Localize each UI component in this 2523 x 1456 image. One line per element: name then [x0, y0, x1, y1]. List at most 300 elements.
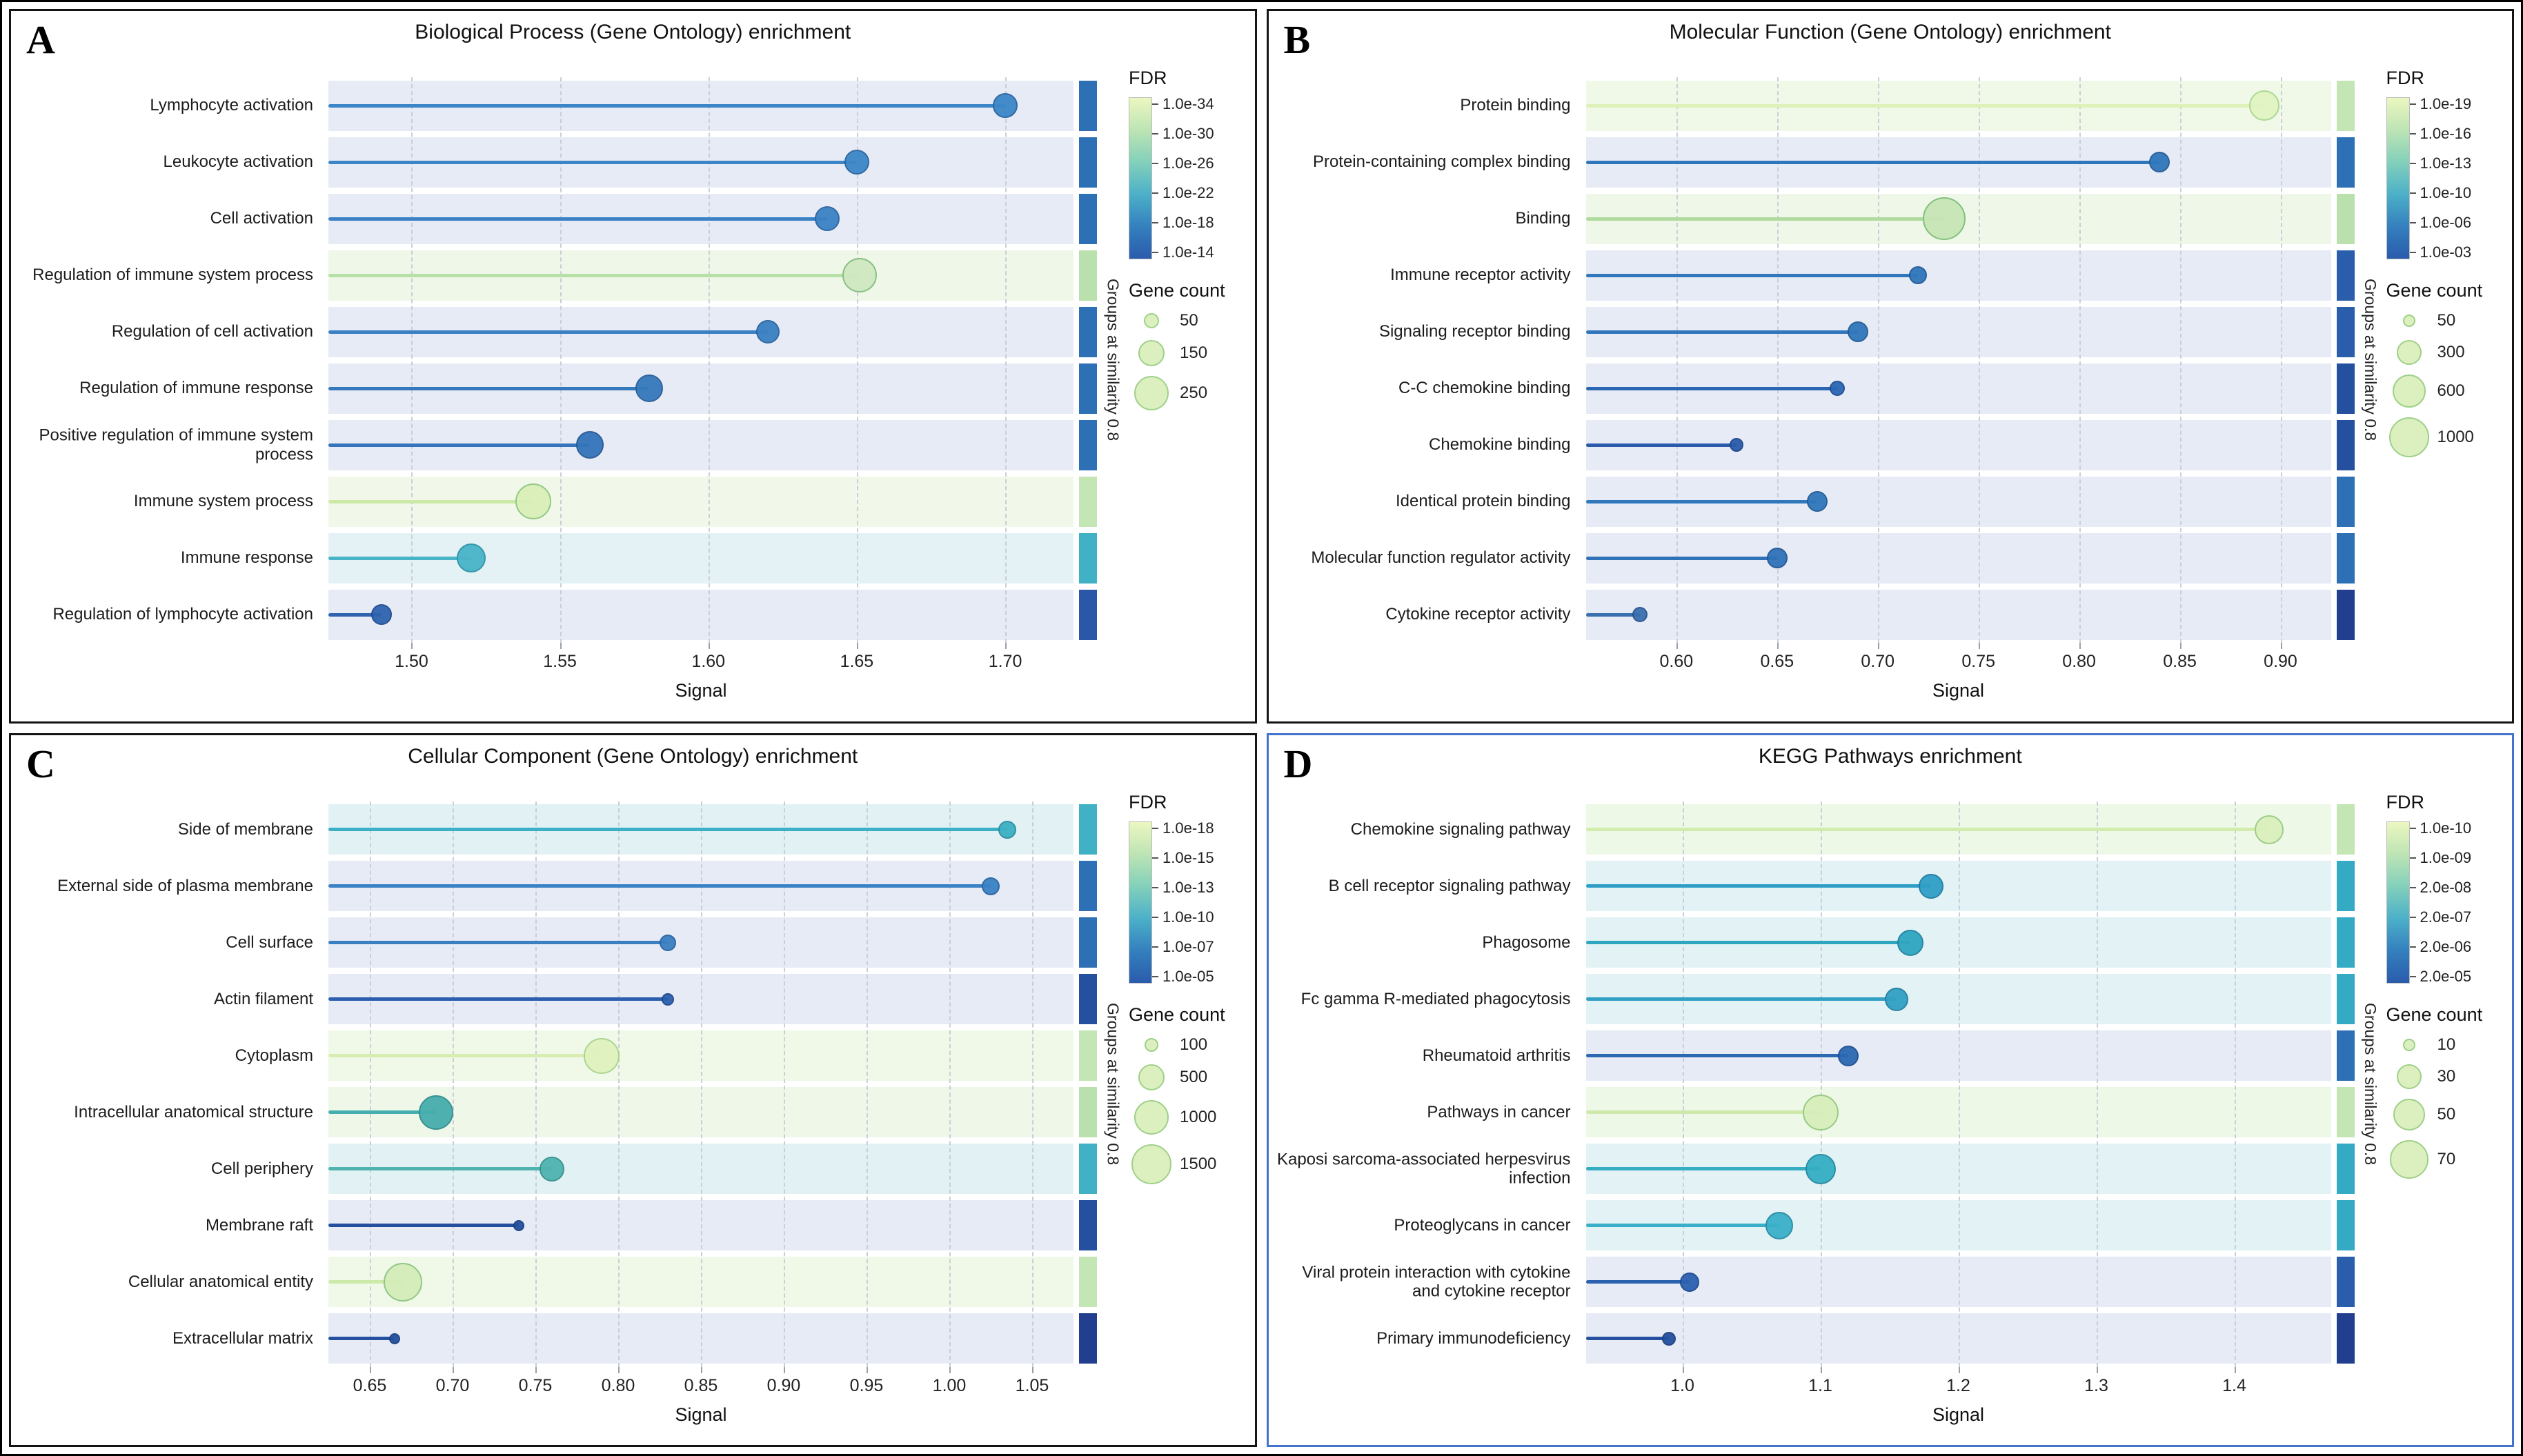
fdr-tick-mark: [2410, 252, 2416, 253]
category-label: Protein binding: [1460, 96, 1571, 115]
gene-count-items: [2386, 311, 2509, 457]
lollipop-stem: [328, 557, 471, 560]
x-tick-mark: [2097, 1367, 2098, 1373]
fdr-tick-label: 1.0e-18: [1162, 214, 1214, 231]
group-strip-segment: [1079, 1200, 1097, 1250]
category-label: Cell surface: [226, 933, 313, 952]
lollipop-dot: [1662, 1332, 1676, 1346]
lollipop-dot: [993, 93, 1018, 118]
panel-a-biological-process: [9, 9, 1257, 724]
fdr-tick-label: 2.0e-08: [2420, 878, 2472, 896]
lollipop-stem: [1586, 330, 1858, 334]
x-axis-label: Signal: [675, 680, 727, 701]
fdr-tick-mark: [2410, 103, 2416, 105]
fdr-tick-label: 1.0e-10: [1162, 908, 1214, 926]
gene-count-label: 150: [1180, 343, 1208, 362]
fdr-tick: [1152, 908, 1214, 926]
group-strip-segment: [1079, 363, 1097, 414]
group-strip-segment: [2337, 307, 2355, 357]
gene-count-item: [2386, 1064, 2509, 1089]
x-tick-mark: [949, 1367, 951, 1373]
lollipop-stem: [328, 828, 1007, 831]
x-tick-mark: [1777, 643, 1779, 649]
fdr-tick: [1152, 154, 1214, 172]
gene-count-label: 1500: [1180, 1154, 1217, 1173]
group-strip-segment: [1079, 420, 1097, 470]
category-label: External side of plasma membrane: [57, 876, 313, 895]
category-label: Actin filament: [213, 989, 313, 1008]
gene-count-label: 600: [2437, 381, 2465, 400]
x-tick-label: 0.65: [1760, 652, 1794, 671]
x-tick-label: 1.70: [988, 652, 1022, 671]
chart-title: Cellular Component (Gene Ontology) enrichment: [408, 744, 858, 768]
legend: [2386, 68, 2509, 457]
x-tick-mark: [2235, 1367, 2236, 1373]
category-label: Molecular function regulator activity: [1311, 548, 1571, 568]
gene-count-item: [1129, 1100, 1251, 1135]
lollipop-dot: [457, 543, 486, 572]
group-strip-segment: [1079, 250, 1097, 301]
gridline: [2180, 77, 2181, 643]
category-label: Lymphocyte activation: [150, 96, 313, 115]
category-label: Rheumatoid arthritis: [1422, 1046, 1571, 1065]
chart-title: Biological Process (Gene Ontology) enrichment: [415, 21, 851, 43]
fdr-tick-label: 1.0e-14: [1162, 243, 1214, 261]
x-tick-label: 0.95: [849, 1375, 884, 1395]
group-strip-segment: [2337, 137, 2355, 188]
group-strip-segment: [1079, 194, 1097, 244]
lollipop-dot: [635, 375, 663, 402]
gene-count-item: [2386, 311, 2509, 330]
x-tick-label: 1.60: [691, 652, 726, 671]
fdr-tick-mark: [2410, 222, 2416, 223]
lollipop-stem: [328, 884, 991, 888]
lollipop-dot: [1909, 266, 1927, 284]
gene-count-item: [2386, 1140, 2509, 1179]
fdr-tick: [2410, 879, 2472, 897]
x-tick-label: 1.05: [1015, 1375, 1049, 1395]
group-strip-label: Groups at similarity 0.8: [2362, 1002, 2379, 1166]
group-strip-segment: [1079, 81, 1097, 131]
group-strip-segment: [1079, 1087, 1097, 1137]
fdr-tick-label: 1.0e-10: [2420, 184, 2472, 201]
gene-count-label: 50: [2437, 311, 2456, 330]
category-label: Identical protein binding: [1395, 492, 1571, 511]
gene-count-circle-cell: [1129, 1064, 1174, 1090]
group-strip: [2337, 801, 2355, 1367]
group-strip-segment: [2337, 250, 2355, 301]
x-tick-mark: [2079, 643, 2081, 649]
lollipop-stem: [328, 941, 668, 944]
fdr-colorbar-ticks: [2410, 821, 2509, 984]
lollipop-stem: [1586, 1337, 1669, 1340]
fdr-tick-label: 1.0e-03: [2420, 243, 2472, 261]
fdr-tick-mark: [1152, 192, 1158, 194]
group-strip-segment: [2337, 974, 2355, 1024]
fdr-legend-title: FDR: [2386, 791, 2424, 812]
fdr-colorbar-ticks: [2410, 97, 2509, 259]
group-strip-segment: [1079, 861, 1097, 911]
x-tick-label: 0.80: [2062, 652, 2096, 671]
group-strip-segment: [1079, 590, 1097, 640]
lollipop-dot: [1885, 988, 1908, 1011]
fdr-tick: [2410, 95, 2472, 113]
gene-count-circle-cell: [1129, 1144, 1174, 1184]
fdr-tick-mark: [1152, 976, 1158, 977]
x-tick-label: 1.00: [932, 1375, 967, 1395]
plot-area: [1586, 77, 2331, 643]
lollipop-stem: [328, 217, 827, 221]
category-labels: [1276, 801, 1578, 1367]
legend: [2386, 792, 2509, 1179]
lollipop-stem: [328, 1337, 395, 1340]
lollipop-dot: [513, 1220, 524, 1231]
lollipop-dot: [2255, 815, 2284, 844]
group-strip-label: Groups at similarity 0.8: [1104, 279, 1122, 441]
fdr-tick-label: 1.0e-30: [1162, 125, 1214, 142]
fdr-colorbar: [2386, 97, 2509, 259]
fdr-tick-label: 2.0e-06: [2420, 937, 2472, 955]
fdr-tick-label: 1.0e-15: [1162, 848, 1214, 866]
gene-count-circle: [2389, 417, 2429, 457]
category-label: Kaposi sarcoma-associated herpesvirus infection: [1276, 1149, 1571, 1188]
group-strip-segment: [1079, 307, 1097, 357]
category-label: Pathways in cancer: [1427, 1102, 1571, 1121]
fdr-tick-label: 1.0e-26: [1162, 154, 1214, 172]
fdr-tick-label: 1.0e-10: [2420, 819, 2472, 837]
group-strip-label-wrap: [1102, 77, 1123, 643]
category-label: Leukocyte activation: [163, 152, 313, 172]
gridline: [2235, 801, 2236, 1367]
lollipop-dot: [756, 320, 780, 343]
group-strip-label: Groups at similarity 0.8: [2362, 279, 2379, 441]
lollipop-dot: [1848, 321, 1868, 342]
lollipop-dot: [1838, 1046, 1859, 1066]
group-strip: [1079, 77, 1097, 643]
fdr-tick: [1152, 879, 1214, 897]
group-strip-segment: [1079, 477, 1097, 527]
lollipop-stem: [1586, 1110, 1821, 1114]
x-tick-mark: [1676, 643, 1678, 649]
fdr-tick: [2410, 849, 2472, 867]
group-strip-label-wrap: [1102, 801, 1123, 1367]
fdr-tick: [1152, 95, 1214, 113]
category-label: Membrane raft: [205, 1215, 313, 1235]
gene-count-item: [1129, 1035, 1251, 1055]
category-labels: [18, 77, 320, 643]
lollipop-dot: [1767, 548, 1788, 568]
gene-count-circle: [1131, 1144, 1171, 1184]
lollipop-dot: [1805, 1154, 1836, 1184]
fdr-tick-mark: [1152, 887, 1158, 888]
x-tick-mark: [2180, 643, 2181, 649]
category-label: Immune system process: [133, 492, 313, 511]
lollipop-dot: [576, 431, 604, 459]
fdr-tick-mark: [2410, 857, 2416, 859]
x-tick-label: 0.85: [684, 1375, 718, 1395]
lollipop-stem: [1586, 387, 1838, 390]
gene-count-label: 1000: [2437, 428, 2474, 446]
group-strip-segment: [2337, 533, 2355, 584]
x-tick-mark: [1005, 643, 1007, 649]
gene-count-item: [1129, 340, 1251, 366]
lollipop-stem: [1586, 1280, 1690, 1284]
gene-count-circle-cell: [2386, 340, 2432, 365]
lollipop-stem: [328, 1224, 519, 1227]
gene-count-circle-cell: [1129, 1100, 1174, 1135]
gene-count-circle: [2393, 375, 2426, 408]
group-strip-segment: [2337, 1144, 2355, 1194]
fdr-tick-mark: [2410, 917, 2416, 918]
x-tick-mark: [618, 1367, 620, 1373]
lollipop-stem: [1586, 1054, 1848, 1057]
gene-count-circle: [1134, 376, 1169, 410]
x-tick-label: 1.1: [1808, 1375, 1832, 1395]
lollipop-dot: [1923, 197, 1966, 240]
x-tick-label: 0.75: [1961, 652, 1996, 671]
fdr-tick: [1152, 184, 1214, 202]
x-tick-mark: [784, 1367, 785, 1373]
group-strip-segment: [2337, 590, 2355, 640]
fdr-tick-label: 1.0e-05: [1162, 967, 1214, 985]
lollipop-stem: [328, 500, 533, 503]
category-label: Chemokine signaling pathway: [1350, 819, 1571, 839]
group-strip-segment: [1079, 974, 1097, 1024]
gene-count-circle-cell: [1129, 376, 1174, 410]
x-tick-mark: [411, 643, 413, 649]
gene-count-item: [1129, 1064, 1251, 1090]
x-tick-label: 0.90: [2264, 652, 2297, 671]
fdr-colorbar: [2386, 821, 2509, 984]
group-strip: [2337, 77, 2355, 643]
category-label: Phagosome: [1482, 933, 1571, 952]
group-strip-segment: [2337, 477, 2355, 527]
gene-count-item: [2386, 1099, 2509, 1130]
fdr-tick: [2410, 214, 2472, 232]
gene-count-label: 500: [1180, 1067, 1208, 1086]
x-tick-label: 0.70: [1861, 652, 1895, 671]
x-tick-mark: [1959, 1367, 1960, 1373]
lollipop-stem: [1586, 557, 1777, 560]
x-tick-mark: [709, 643, 710, 649]
lollipop-stem: [328, 997, 668, 1001]
group-strip-segment: [2337, 81, 2355, 131]
fdr-tick-label: 2.0e-07: [2420, 908, 2472, 926]
gene-count-circle: [2403, 315, 2415, 327]
gene-count-circle-cell: [2386, 1039, 2432, 1051]
gene-count-circle-cell: [2386, 1140, 2432, 1179]
gridline: [2097, 801, 2098, 1367]
lollipop-stem: [1586, 884, 1931, 888]
fdr-tick-mark: [2410, 946, 2416, 948]
fdr-tick: [1152, 125, 1214, 143]
plot-area: [1586, 801, 2331, 1367]
fdr-tick-label: 1.0e-34: [1162, 95, 1214, 112]
category-label: Regulation of immune response: [79, 379, 313, 398]
panel-letter: B: [1283, 17, 1311, 62]
category-label: Immune receptor activity: [1390, 266, 1571, 285]
gene-count-legend-title: Gene count: [1129, 1004, 1225, 1025]
x-tick-label: 0.65: [353, 1375, 387, 1395]
fdr-tick-label: 1.0e-13: [1162, 878, 1214, 896]
fdr-tick: [2410, 938, 2472, 956]
group-strip-segment: [2337, 1313, 2355, 1364]
fdr-tick: [1152, 968, 1214, 986]
gene-count-label: 70: [2437, 1149, 2456, 1168]
lollipop-stem: [328, 330, 768, 334]
fdr-tick-mark: [1152, 163, 1158, 164]
fdr-tick-mark: [1152, 828, 1158, 829]
x-tick-label: 0.60: [1659, 652, 1694, 671]
fdr-tick: [2410, 908, 2472, 926]
chart-title: Molecular Function (Gene Ontology) enrichment: [1669, 21, 2111, 43]
x-axis-ticks: [1586, 643, 2331, 684]
gene-count-circle: [2390, 1140, 2428, 1179]
x-tick-label: 1.55: [543, 652, 577, 671]
lollipop-stem: [328, 1167, 552, 1170]
category-label: Regulation of immune system process: [32, 266, 313, 285]
gridline: [1005, 77, 1007, 643]
lollipop-stem: [1586, 828, 2269, 831]
x-tick-mark: [1032, 1367, 1033, 1373]
fdr-tick: [2410, 968, 2472, 986]
x-tick-mark: [1683, 1367, 1684, 1373]
category-labels: [1276, 77, 1578, 643]
lollipop-dot: [1803, 1095, 1839, 1130]
fdr-tick-mark: [2410, 976, 2416, 977]
panel-c-cellular-component: [9, 733, 1257, 1448]
fdr-tick: [1152, 243, 1214, 261]
lollipop-stem: [1586, 1224, 1779, 1227]
category-label: C-C chemokine binding: [1398, 379, 1571, 398]
group-strip-segment: [1079, 1144, 1097, 1194]
gene-count-item: [1129, 376, 1251, 410]
fdr-tick-mark: [2410, 828, 2416, 829]
x-tick-mark: [857, 643, 858, 649]
lollipop-stem: [328, 274, 860, 277]
gene-count-legend-title: Gene count: [1129, 280, 1225, 301]
fdr-tick-mark: [1152, 103, 1158, 105]
lollipop-stem: [328, 387, 649, 390]
legend: [1129, 68, 1251, 410]
lollipop-stem: [1586, 161, 2160, 164]
gene-count-circle-cell: [2386, 375, 2432, 408]
x-tick-mark: [370, 1367, 371, 1373]
lollipop-dot: [1807, 491, 1828, 512]
gene-count-label: 100: [1180, 1035, 1208, 1054]
fdr-tick: [1152, 214, 1214, 232]
group-strip-segment: [2337, 420, 2355, 470]
group-strip: [1079, 801, 1097, 1367]
fdr-tick-mark: [1152, 946, 1158, 948]
group-strip-segment: [2337, 1087, 2355, 1137]
group-strip-segment: [1079, 1313, 1097, 1364]
lollipop-stem: [1586, 997, 1897, 1001]
panel-b-molecular-function: [1267, 9, 2515, 724]
group-strip-segment: [2337, 363, 2355, 414]
gene-count-label: 50: [2437, 1104, 2456, 1124]
gene-count-circle: [1138, 1064, 1165, 1090]
group-strip-segment: [1079, 137, 1097, 188]
x-axis-ticks: [1586, 1367, 2331, 1408]
category-label: Cell periphery: [210, 1159, 313, 1178]
fdr-tick-mark: [2410, 133, 2416, 134]
group-strip-segment: [1079, 1257, 1097, 1307]
category-label: Proteoglycans in cancer: [1394, 1215, 1571, 1235]
lollipop-dot: [384, 1263, 422, 1302]
category-label: Intracellular anatomical structure: [74, 1102, 313, 1121]
lollipop-dot: [389, 1333, 400, 1344]
lollipop-dot: [419, 1095, 453, 1130]
x-tick-label: 0.85: [2163, 652, 2197, 671]
gene-count-item: [1129, 1144, 1251, 1184]
category-label: Regulation of cell activation: [111, 322, 313, 341]
category-label: Side of membrane: [177, 819, 313, 839]
gene-count-label: 1000: [1180, 1107, 1217, 1126]
fdr-colorbar: [1129, 97, 1251, 259]
fdr-tick: [2410, 243, 2472, 261]
gene-count-circle: [2397, 1064, 2422, 1089]
row-background: [1586, 590, 2331, 640]
lollipop-dot: [998, 821, 1016, 839]
gene-count-circle: [1134, 1100, 1169, 1135]
category-label: B cell receptor signaling pathway: [1328, 876, 1571, 895]
fdr-colorbar-ticks: [1152, 97, 1251, 259]
gene-count-circle-cell: [1129, 313, 1174, 328]
gene-count-item: [2386, 340, 2509, 365]
lollipop-stem: [1586, 941, 1910, 944]
group-strip-label-wrap: [2360, 77, 2381, 643]
category-label: Cell activation: [210, 209, 313, 228]
gene-count-circle: [2393, 1099, 2425, 1130]
category-label: Immune response: [180, 548, 313, 568]
category-label: Positive regulation of immune system process: [39, 426, 313, 463]
gene-count-label: 50: [1180, 311, 1198, 330]
group-strip-segment: [1079, 804, 1097, 855]
gene-count-item: [2386, 417, 2509, 457]
fdr-colorbar: [1129, 821, 1251, 984]
x-tick-mark: [1979, 643, 1980, 649]
gene-count-legend-title: Gene count: [2386, 280, 2483, 301]
gene-count-circle: [2403, 1039, 2415, 1051]
group-strip-segment: [2337, 804, 2355, 855]
fdr-tick-mark: [1152, 133, 1158, 134]
x-tick-mark: [453, 1367, 454, 1373]
x-tick-mark: [560, 643, 562, 649]
fdr-tick-label: 1.0e-16: [2420, 125, 2472, 142]
x-tick-label: 1.65: [840, 652, 874, 671]
category-label: Viral protein interaction with cytokine and cytokine receptor: [1302, 1262, 1571, 1301]
lollipop-dot: [815, 206, 840, 231]
category-label: Cytokine receptor activity: [1385, 605, 1571, 624]
lollipop-dot: [1897, 930, 1923, 956]
fdr-tick: [1152, 938, 1214, 956]
fdr-tick-label: 1.0e-09: [2420, 848, 2472, 866]
lollipop-stem: [328, 443, 590, 447]
lollipop-stem: [1586, 104, 2265, 108]
fdr-tick: [1152, 819, 1214, 837]
lollipop-stem: [1586, 500, 1818, 503]
fdr-tick-label: 1.0e-13: [2420, 154, 2472, 172]
lollipop-dot: [515, 483, 551, 519]
lollipop-stem: [328, 161, 857, 164]
x-tick-label: 0.80: [601, 1375, 635, 1395]
fdr-tick-mark: [2410, 887, 2416, 888]
x-tick-mark: [1821, 1367, 1822, 1373]
gene-count-circle-cell: [2386, 1064, 2432, 1089]
fdr-colorbar-gradient: [1129, 821, 1152, 984]
lollipop-stem: [1586, 443, 1737, 447]
